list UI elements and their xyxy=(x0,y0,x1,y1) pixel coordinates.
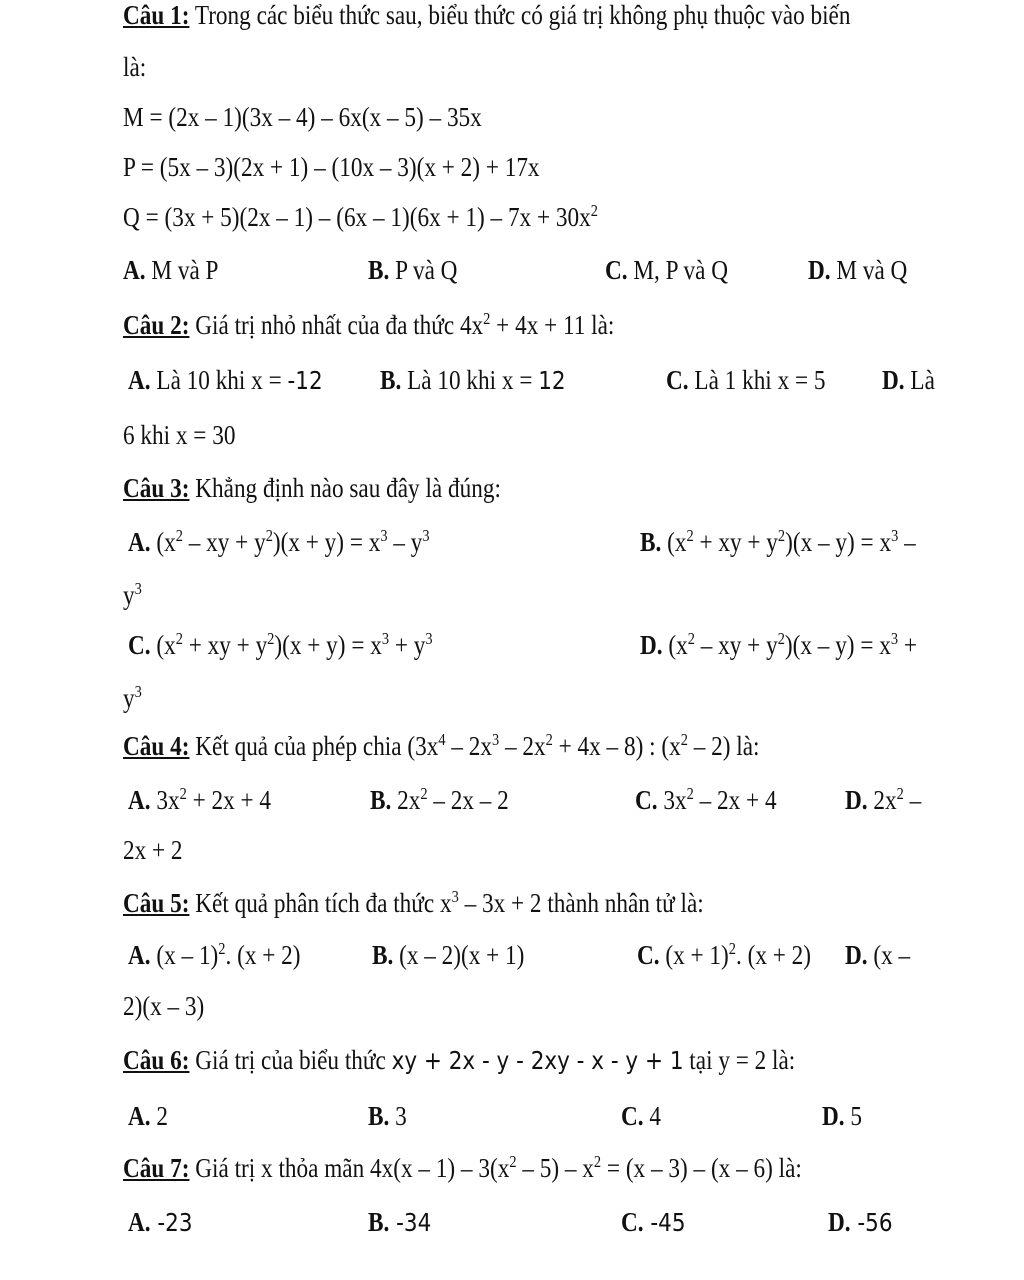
q4-option-c[interactable] xyxy=(635,785,777,816)
q2-option-b-text: Là 10 khi x = xyxy=(401,365,539,395)
q3-d-p4: + xyxy=(898,630,917,660)
q7-sup2: 2 xyxy=(593,1151,602,1171)
q4-sup2b: 2 xyxy=(680,729,688,749)
q3-b-sup3: 3 xyxy=(891,525,899,545)
q5-option-a[interactable] xyxy=(128,940,300,971)
q3-a-p4: – y xyxy=(387,527,423,557)
q4-option-d[interactable] xyxy=(845,785,921,816)
q5-c-p1: (x + 1) xyxy=(659,940,729,970)
q3-b-sup2: 2 xyxy=(777,525,786,545)
q1-expr-m-span: M = (2x – 1)(3x – 4) – 6x(x – 5) – 35x xyxy=(123,102,482,132)
q3-d-p1: (x xyxy=(662,630,688,660)
q3-option-a[interactable] xyxy=(128,527,430,558)
q3-label: Câu 3: xyxy=(123,473,190,503)
q4-option-d-cont xyxy=(123,835,183,866)
q4-option-a-label: A. xyxy=(128,785,151,815)
q1-option-d-label: D. xyxy=(808,255,831,285)
q5-a-p1: (x – 1) xyxy=(150,940,219,970)
q3-d-cont-sup: 3 xyxy=(134,681,142,701)
q3-d-sup2: 2 xyxy=(777,628,785,648)
q7-option-a-text: -23 xyxy=(150,1208,193,1237)
q2-text-b: + 4x + 11 là: xyxy=(490,310,615,340)
q5-option-d[interactable] xyxy=(845,940,910,971)
q6-text-b: tại y = 2 là: xyxy=(683,1045,796,1075)
q3-option-b-cont xyxy=(123,580,142,611)
q5-option-d-label: D. xyxy=(845,940,868,970)
q7-option-b-label: B. xyxy=(368,1207,390,1237)
q2-option-c-label: C. xyxy=(666,365,689,395)
q1-label: Câu 1: xyxy=(123,0,190,30)
q3-a-p2: – xy + y xyxy=(182,527,266,557)
q1-option-c[interactable] xyxy=(605,255,728,286)
q7-option-c-text: -45 xyxy=(643,1208,686,1237)
q3-option-d-cont xyxy=(123,683,142,714)
q4-a-p1: 3x xyxy=(150,785,180,815)
q2-option-d-cont-span: 6 khi x = 30 xyxy=(123,420,236,450)
q4-b-p1: 2x xyxy=(391,785,421,815)
q1-option-c-text: M, P và Q xyxy=(627,255,728,285)
q5-option-c-label: C. xyxy=(637,940,660,970)
q3-line xyxy=(123,473,501,504)
q1-line xyxy=(123,0,850,31)
q1-option-b-text: P và Q xyxy=(389,255,458,285)
q4-option-c-label: C. xyxy=(635,785,658,815)
q1-option-b[interactable] xyxy=(368,255,457,286)
q3-c-p1: (x xyxy=(150,630,176,660)
q4-d-cont-span: 2x + 2 xyxy=(123,835,183,865)
q3-d-sup1: 2 xyxy=(687,628,695,648)
q6-text-a: Giá trị của biểu thức xyxy=(189,1045,392,1075)
q6-label: Câu 6: xyxy=(123,1045,190,1075)
q3-c-p4: + y xyxy=(389,630,426,660)
q6-option-a[interactable] xyxy=(128,1101,168,1132)
q5-option-b-text: (x – 2)(x + 1) xyxy=(393,940,525,970)
q3-d-cont-span: y xyxy=(123,683,135,713)
q5-label: Câu 5: xyxy=(123,888,190,918)
q3-text: Khẳng định nào sau đây là đúng: xyxy=(189,473,501,503)
q3-b-p1: (x xyxy=(661,527,687,557)
q2-option-d-label: D. xyxy=(882,365,905,395)
q5-option-d-cont xyxy=(123,991,204,1022)
q7-option-d-label: D. xyxy=(828,1207,851,1237)
q4-label: Câu 4: xyxy=(123,731,190,761)
q2-option-a-value: -12 xyxy=(287,366,323,395)
q3-option-d-label: D. xyxy=(640,630,663,660)
q3-d-p3: )(x – y) = x xyxy=(784,630,891,660)
q6-option-b-label: B. xyxy=(368,1101,390,1131)
q1-option-b-label: B. xyxy=(368,255,390,285)
q3-b-cont-sup: 3 xyxy=(134,578,142,598)
q5-c-sup: 2 xyxy=(728,938,736,958)
q5-option-a-label: A. xyxy=(128,940,151,970)
q1-option-d-text: M và Q xyxy=(830,255,908,285)
q3-a-p1: (x xyxy=(150,527,176,557)
q4-option-b[interactable] xyxy=(370,785,509,816)
q6-option-d-text: 5 xyxy=(844,1101,862,1131)
q4-c-p2: – 2x + 4 xyxy=(693,785,777,815)
q3-c-sup3: 3 xyxy=(381,628,390,648)
q3-a-sup4: 3 xyxy=(422,525,430,545)
q7-option-b-text: -34 xyxy=(389,1208,432,1237)
q3-option-d[interactable] xyxy=(640,630,917,661)
q3-c-sup2: 2 xyxy=(267,628,275,648)
q4-a-sup: 2 xyxy=(179,783,187,803)
q4-d-p1: 2x xyxy=(867,785,897,815)
q1-option-a[interactable] xyxy=(123,255,218,286)
q7-text-a: Giá trị x thỏa mãn 4x(x – 1) – 3(x xyxy=(189,1153,510,1183)
q2-line xyxy=(123,310,614,341)
q1-expr-q xyxy=(123,202,598,233)
q4-c-p1: 3x xyxy=(657,785,687,815)
q2-option-b-label: B. xyxy=(380,365,402,395)
q3-option-c-label: C. xyxy=(128,630,151,660)
q2-option-a-label: A. xyxy=(128,365,151,395)
q2-sup: 2 xyxy=(483,308,491,328)
q3-d-sup3: 3 xyxy=(890,628,899,648)
q5-a-sup: 2 xyxy=(218,938,226,958)
q3-c-sup4: 3 xyxy=(425,628,433,648)
q6-option-d[interactable] xyxy=(822,1101,862,1132)
q1-expr-p xyxy=(123,152,540,183)
q6-option-c[interactable] xyxy=(621,1101,661,1132)
q5-option-b[interactable] xyxy=(372,940,524,971)
q7-option-c-label: C. xyxy=(621,1207,644,1237)
q6-option-c-label: C. xyxy=(621,1101,644,1131)
q4-text-c: – 2x xyxy=(499,731,546,761)
q5-d-cont-span: 2)(x – 3) xyxy=(123,991,205,1021)
q4-option-d-label: D. xyxy=(845,785,868,815)
q1-option-c-label: C. xyxy=(605,255,628,285)
q3-b-p3: )(x – y) = x xyxy=(785,527,892,557)
q1-expr-m xyxy=(123,102,482,133)
q7-option-a[interactable] xyxy=(128,1207,193,1238)
q4-a-p2: + 2x + 4 xyxy=(186,785,272,815)
q3-b-p4: – xyxy=(898,527,916,557)
q2-label: Câu 2: xyxy=(123,310,190,340)
q3-c-sup1: 2 xyxy=(175,628,183,648)
q6-option-a-text: 2 xyxy=(150,1101,168,1131)
q4-option-a[interactable] xyxy=(128,785,271,816)
q2-option-a[interactable] xyxy=(128,365,323,396)
q4-c-sup: 2 xyxy=(686,783,694,803)
q4-d-p2: – xyxy=(903,785,922,815)
q6-option-c-text: 4 xyxy=(643,1101,661,1131)
q2-option-d-text: Là xyxy=(904,365,935,395)
q2-text-a: Giá trị nhỏ nhất của đa thức 4x xyxy=(189,310,484,340)
q1-option-d[interactable] xyxy=(808,255,907,286)
q4-text-b: – 2x xyxy=(445,731,492,761)
q2-option-c[interactable] xyxy=(666,365,826,396)
q7-line xyxy=(123,1153,802,1184)
q3-c-p3: )(x + y) = x xyxy=(274,630,382,660)
q3-a-sup2: 2 xyxy=(265,525,273,545)
q1-expr-p-span: P = (5x – 3)(2x + 1) – (10x – 3)(x + 2) + 17x xyxy=(123,152,540,182)
q4-sup4: 4 xyxy=(438,729,446,749)
q5-text-a: Kết quả phân tích đa thức x xyxy=(189,888,452,918)
q2-option-a-text: Là 10 khi x = xyxy=(150,365,288,395)
q7-text-c: = (x – 3) – (x – 6) là: xyxy=(601,1153,802,1183)
q4-text-e: – 2) là: xyxy=(687,731,760,761)
q7-sup1: 2 xyxy=(509,1151,517,1171)
q6-expression: xy + 2x - y - 2xy - x - y + 1 xyxy=(391,1046,684,1075)
q4-d-sup: 2 xyxy=(896,783,904,803)
q1-text: Trong các biểu thức sau, biểu thức có giá trị không phụ thuộc vào biến xyxy=(189,0,851,30)
q4-b-sup: 2 xyxy=(420,783,428,803)
q4-sup2a: 2 xyxy=(545,729,553,749)
q1-option-a-text: M và P xyxy=(145,255,219,285)
q2-option-b-value: 12 xyxy=(538,366,566,395)
q6-option-b[interactable] xyxy=(368,1101,407,1132)
q6-option-b-text: 3 xyxy=(389,1101,407,1131)
q4-text-a: Kết quả của phép chia (3x xyxy=(189,731,439,761)
q4-option-b-label: B. xyxy=(370,785,392,815)
q7-option-c[interactable] xyxy=(621,1207,686,1238)
q3-a-sup1: 2 xyxy=(175,525,183,545)
q7-option-d-text: -56 xyxy=(850,1208,893,1237)
q6-line xyxy=(123,1045,795,1076)
q1-expr-q-span: Q = (3x + 5)(2x – 1) – (6x – 1)(6x + 1) – 7x + 30x xyxy=(123,202,591,232)
q5-sup: 3 xyxy=(451,886,459,906)
q3-b-sup1: 2 xyxy=(686,525,694,545)
q5-option-d-text: (x – xyxy=(867,940,911,970)
q4-text-d: + 4x – 8) : (x xyxy=(552,731,681,761)
q6-option-d-label: D. xyxy=(822,1101,845,1131)
q1-text-cont-span: là: xyxy=(123,52,147,82)
q6-option-a-label: A. xyxy=(128,1101,151,1131)
q7-label: Câu 7: xyxy=(123,1153,190,1183)
q1-expr-q-sup: 2 xyxy=(590,200,598,220)
q1-text-cont xyxy=(123,52,146,83)
q7-text-b: – 5) – x xyxy=(516,1153,594,1183)
q2-option-d-cont xyxy=(123,420,235,451)
q3-d-p2: – xy + y xyxy=(694,630,778,660)
q3-option-b[interactable] xyxy=(640,527,916,558)
q4-sup3: 3 xyxy=(491,729,500,749)
q5-text-b: – 3x + 2 thành nhân tử là: xyxy=(458,888,704,918)
q3-b-p2: + xy + y xyxy=(693,527,778,557)
q4-b-p2: – 2x – 2 xyxy=(427,785,509,815)
q5-option-c[interactable] xyxy=(637,940,811,971)
q5-c-p2: . (x + 2) xyxy=(735,940,811,970)
q2-option-c-text: Là 1 khi x = 5 xyxy=(688,365,826,395)
q4-line xyxy=(123,731,759,762)
q5-option-b-label: B. xyxy=(372,940,394,970)
q2-option-d[interactable] xyxy=(882,365,935,396)
q1-option-a-label: A. xyxy=(123,255,146,285)
q7-option-d[interactable] xyxy=(828,1207,893,1238)
q2-option-b[interactable] xyxy=(380,365,566,396)
q3-option-b-label: B. xyxy=(640,527,662,557)
q3-a-sup3: 3 xyxy=(380,525,388,545)
q3-c-p2: + xy + y xyxy=(182,630,268,660)
q3-a-p3: )(x + y) = x xyxy=(272,527,381,557)
q3-b-cont-span: y xyxy=(123,580,135,610)
q7-option-b[interactable] xyxy=(368,1207,431,1238)
q3-option-a-label: A. xyxy=(128,527,151,557)
q5-a-p2: . (x + 2) xyxy=(225,940,301,970)
q7-option-a-label: A. xyxy=(128,1207,151,1237)
q3-option-c[interactable] xyxy=(128,630,433,661)
q5-line xyxy=(123,888,704,919)
